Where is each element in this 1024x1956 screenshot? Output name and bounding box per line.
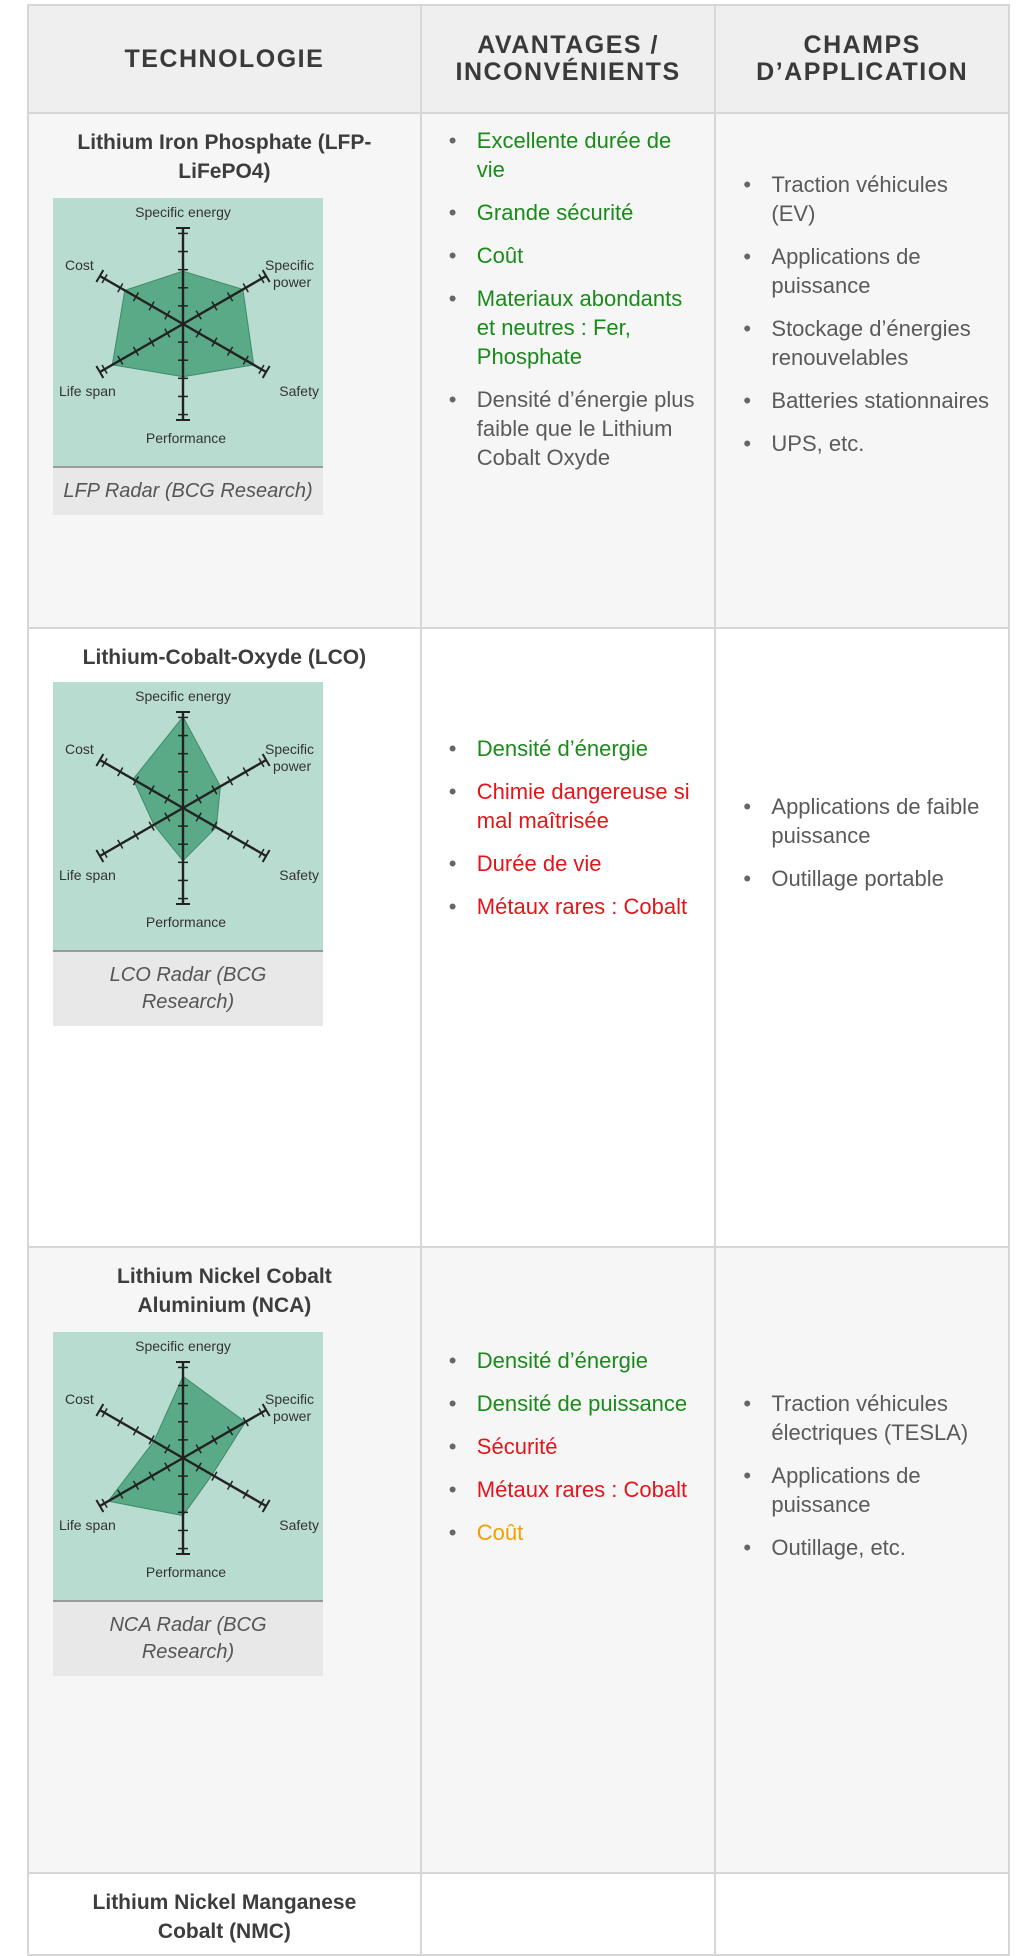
bullet-icon: • bbox=[448, 851, 457, 876]
radar-area bbox=[108, 1376, 245, 1515]
header-avantages bbox=[421, 5, 716, 113]
bullet-icon: • bbox=[448, 736, 457, 761]
radar-label: Cost bbox=[65, 257, 94, 273]
header-avantages-text: AVANTAGES / INCONVÉNIENTS bbox=[455, 31, 681, 86]
list-item-text: Batteries stationnaires bbox=[771, 388, 990, 413]
list-item bbox=[422, 1475, 703, 1504]
radar-label: Cost bbox=[65, 741, 94, 757]
bullet-icon: • bbox=[448, 1477, 457, 1502]
list-item-text: Traction véhicules électriques (TESLA) bbox=[771, 1391, 969, 1445]
lfp-radar-chart bbox=[53, 198, 323, 466]
list-item bbox=[422, 734, 703, 763]
pros-cons-list bbox=[422, 734, 715, 921]
applications-cell bbox=[715, 628, 1009, 1247]
list-item bbox=[422, 892, 703, 921]
bullet-icon: • bbox=[743, 1391, 752, 1416]
technology-table bbox=[27, 4, 1010, 1956]
table-row bbox=[28, 628, 1009, 1247]
list-item-text: Densité de puissance bbox=[476, 1391, 688, 1416]
radar-label: Life span bbox=[59, 383, 116, 399]
list-item-text: Outillage portable bbox=[771, 866, 944, 891]
radar-label: Specific energy bbox=[135, 688, 231, 704]
bullet-icon: • bbox=[448, 387, 457, 412]
header-champs bbox=[715, 5, 1009, 113]
radar-figure bbox=[53, 198, 323, 515]
pros-cons-cell bbox=[421, 628, 716, 1247]
radar-label: Safety bbox=[279, 1517, 319, 1533]
list-item bbox=[422, 241, 703, 270]
tech-name: Lithium Nickel Manganese Cobalt (NMC) bbox=[92, 1891, 357, 1943]
pros-cons-cell bbox=[421, 113, 716, 628]
list-item bbox=[716, 864, 996, 893]
applications-cell bbox=[715, 1247, 1009, 1873]
radar-label: Cost bbox=[65, 1391, 94, 1407]
radar-label: Performance bbox=[145, 914, 227, 930]
list-item bbox=[716, 170, 996, 228]
bullet-icon: • bbox=[743, 244, 752, 269]
radar-label: Performance bbox=[145, 430, 227, 446]
tech-name: Lithium Nickel Cobalt Aluminium (NCA) bbox=[117, 1265, 332, 1317]
list-item-text: UPS, etc. bbox=[771, 431, 865, 456]
list-item-text: Densité d’énergie plus faible que le Lithium Cobalt Oxyde bbox=[476, 387, 695, 470]
applications-cell bbox=[715, 1873, 1009, 1955]
list-item bbox=[422, 849, 703, 878]
list-item-text: Métaux rares : Cobalt bbox=[476, 894, 688, 919]
list-item bbox=[716, 314, 996, 372]
radar-axis-cap bbox=[96, 366, 103, 378]
list-item bbox=[422, 284, 703, 371]
radar-label: power bbox=[273, 758, 312, 774]
lco-radar-chart bbox=[53, 682, 323, 950]
radar-axis-cap bbox=[96, 850, 103, 862]
list-item-text: Materiaux abondants et neutres : Fer, Phosphate bbox=[476, 286, 683, 369]
pros-cons-list bbox=[422, 1346, 715, 1547]
tech-cell bbox=[28, 1247, 421, 1873]
pros-cons-cell bbox=[421, 1247, 716, 1873]
list-item bbox=[716, 429, 996, 458]
tech-cell bbox=[28, 113, 421, 628]
list-item bbox=[716, 1533, 996, 1562]
list-item-text: Traction véhicules (EV) bbox=[771, 172, 948, 226]
list-item-text: Outillage, etc. bbox=[771, 1535, 906, 1560]
bullet-icon: • bbox=[448, 243, 457, 268]
figure-caption: LFP Radar (BCG Research) bbox=[53, 466, 323, 515]
radar-axis-cap bbox=[96, 1404, 103, 1416]
bullet-icon: • bbox=[743, 866, 752, 891]
bullet-icon: • bbox=[448, 1348, 457, 1373]
radar-axis-cap bbox=[263, 366, 270, 378]
list-item bbox=[422, 1518, 703, 1547]
radar-axis-cap bbox=[96, 270, 103, 282]
figure-caption: LCO Radar (BCG Research) bbox=[53, 950, 323, 1026]
list-item-text: Chimie dangereuse si mal maîtrisée bbox=[476, 779, 690, 833]
list-item bbox=[716, 386, 996, 415]
bullet-icon: • bbox=[448, 1434, 457, 1459]
list-item-text: Applications de faible puissance bbox=[771, 794, 980, 848]
radar-label: Safety bbox=[279, 867, 319, 883]
list-item bbox=[422, 1432, 703, 1461]
tech-name: Lithium Iron Phosphate (LFP-LiFePO4) bbox=[77, 131, 372, 183]
list-item bbox=[422, 385, 703, 472]
radar-figure bbox=[53, 682, 323, 1026]
bullet-icon: • bbox=[448, 1520, 457, 1545]
tech-cell bbox=[28, 1873, 421, 1955]
bullet-icon: • bbox=[448, 894, 457, 919]
bullet-icon: • bbox=[743, 172, 752, 197]
table-header-row bbox=[28, 5, 1009, 113]
bullet-icon: • bbox=[743, 1535, 752, 1560]
radar-axis-cap bbox=[96, 754, 103, 766]
radar-label: Performance bbox=[145, 1564, 227, 1580]
tech-cell bbox=[28, 628, 421, 1247]
list-item-text: Applications de puissance bbox=[771, 1463, 921, 1517]
bullet-icon: • bbox=[448, 128, 457, 153]
list-item bbox=[716, 1389, 996, 1447]
bullet-icon: • bbox=[743, 1463, 752, 1488]
radar-label: power bbox=[273, 1408, 312, 1424]
list-item-text: Coût bbox=[476, 243, 524, 268]
radar-axis-cap bbox=[263, 850, 270, 862]
list-item-text: Applications de puissance bbox=[771, 244, 921, 298]
bullet-icon: • bbox=[448, 779, 457, 804]
radar-axis-cap bbox=[263, 1500, 270, 1512]
list-item-text: Durée de vie bbox=[476, 851, 602, 876]
bullet-icon: • bbox=[743, 794, 752, 819]
list-item-text: Coût bbox=[476, 1520, 524, 1545]
list-item-text: Densité d’énergie bbox=[476, 1348, 649, 1373]
applications-cell bbox=[715, 113, 1009, 628]
bullet-icon: • bbox=[743, 316, 752, 341]
list-item bbox=[422, 1389, 703, 1418]
radar-label: Life span bbox=[59, 867, 116, 883]
radar-area bbox=[133, 717, 220, 861]
radar-label: Safety bbox=[279, 383, 319, 399]
bullet-icon: • bbox=[448, 1391, 457, 1416]
list-item bbox=[422, 198, 703, 227]
list-item bbox=[422, 777, 703, 835]
bullet-icon: • bbox=[448, 200, 457, 225]
list-item bbox=[422, 1346, 703, 1375]
bullet-icon: • bbox=[448, 286, 457, 311]
header-technologie: TECHNOLOGIE bbox=[28, 5, 421, 113]
radar-label: Specific energy bbox=[135, 204, 231, 220]
radar-axis-cap bbox=[96, 1500, 103, 1512]
radar-label: Life span bbox=[59, 1517, 116, 1533]
applications-list bbox=[716, 170, 1008, 458]
header-champs-text: CHAMPS D’APPLICATION bbox=[756, 31, 969, 86]
list-item-text: Excellente durée de vie bbox=[476, 128, 672, 182]
figure-caption: NCA Radar (BCG Research) bbox=[53, 1600, 323, 1676]
radar-label: Specific bbox=[265, 741, 315, 757]
radar-label: power bbox=[273, 274, 312, 290]
radar-label: Specific energy bbox=[135, 1338, 231, 1354]
table-row bbox=[28, 1247, 1009, 1873]
nca-radar-chart bbox=[53, 1332, 323, 1600]
radar-label: Specific bbox=[265, 257, 315, 273]
list-item-text: Stockage d’énergies renouvelables bbox=[771, 316, 971, 370]
list-item-text: Densité d’énergie bbox=[476, 736, 649, 761]
pros-cons-list bbox=[422, 126, 715, 472]
list-item-text: Grande sécurité bbox=[476, 200, 634, 225]
list-item bbox=[716, 1461, 996, 1519]
applications-list bbox=[716, 792, 1008, 893]
applications-list bbox=[716, 1389, 1008, 1562]
tech-name: Lithium-Cobalt-Oxyde (LCO) bbox=[82, 646, 367, 669]
radar-label: Specific bbox=[265, 1391, 315, 1407]
pros-cons-cell bbox=[421, 1873, 716, 1955]
list-item bbox=[422, 126, 703, 184]
list-item bbox=[716, 792, 996, 850]
radar-figure bbox=[53, 1332, 323, 1676]
table-row bbox=[28, 1873, 1009, 1955]
bullet-icon: • bbox=[743, 388, 752, 413]
list-item-text: Métaux rares : Cobalt bbox=[476, 1477, 688, 1502]
list-item-text: Sécurité bbox=[476, 1434, 558, 1459]
table-row bbox=[28, 113, 1009, 628]
list-item bbox=[716, 242, 996, 300]
bullet-icon: • bbox=[743, 431, 752, 456]
